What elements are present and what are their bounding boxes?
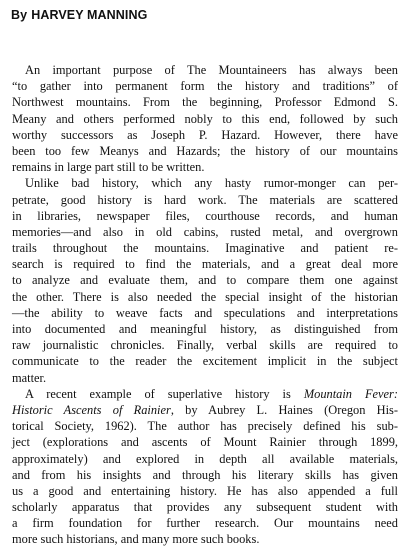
paragraph-text: A recent example of superlative history is <box>25 386 304 401</box>
paragraph-line: and from his insights and through his literary skills has given <box>12 467 398 482</box>
paragraph-line: “to gather into permanent form the history and traditions” of <box>12 79 398 94</box>
paragraph-line: trails throughout the mountains. Imaginative and patient re- <box>12 241 398 256</box>
paragraph-line: search is required to find the materials, and a great deal more <box>12 257 398 272</box>
paragraph-line: torical Society, 1962). The author has precisely defined his sub- <box>12 419 398 434</box>
paragraph-line: remains in large part still to be written. <box>12 160 205 175</box>
paragraph-2 <box>12 175 398 385</box>
paragraph-3 <box>12 386 398 548</box>
book-title: Mountain Fever: <box>303 386 399 401</box>
paragraph-line: worthy successors as Joseph P. Hazard. However, there have <box>12 127 398 142</box>
paragraph-line: us a good and entertaining history. He has also appended a full <box>12 483 398 498</box>
paragraph-line: to analyze and evaluate them, and to compare them one against <box>12 273 398 288</box>
paragraph-line <box>12 402 398 418</box>
paragraph-line: matter. <box>12 370 47 385</box>
paragraph-line: ject (explorations and ascents of Mount Rainier through 1899, <box>12 435 398 450</box>
article-body <box>12 62 398 548</box>
paragraph-line: communicate to the reader the excitement implicit in the subject <box>12 354 398 369</box>
byline <box>11 7 147 23</box>
paragraph-line: Meany and others performed nobly to this end, followed by such <box>12 111 398 126</box>
paragraph-text: , by Aubrey L. Haines (Oregon His- <box>170 402 398 417</box>
paragraph-line: more such historians, and many more such books. <box>12 532 260 547</box>
paragraph-line: raw journalistic chronicles. Finally, verbal skills are required to <box>12 338 398 353</box>
paragraph-line: approximately) and explored in depth all available materials, <box>12 451 398 466</box>
paragraph-line: into documented and meaningful history, as distinguished from <box>12 322 398 336</box>
paragraph-line: Unlike bad history, which any hasty rumor-monger can per- <box>25 176 398 191</box>
paragraph-line: scholarly apparatus that provides any subsequent student with <box>12 500 398 515</box>
byline-prefix: By <box>11 8 28 22</box>
paragraph-line: a firm foundation for further research. Our mountains need <box>12 516 398 531</box>
paragraph-line: An important purpose of The Mountaineers has always been <box>25 63 398 77</box>
book-title: Historic Ascents of Rainier <box>12 402 171 417</box>
paragraph-line: been too few Meanys and Hazards; the history of our mountains <box>12 143 398 158</box>
paragraph-line: petrate, good history is hard work. The materials are scattered <box>12 192 398 207</box>
paragraph-line: —the ability to weave facts and speculations and interpretations <box>12 305 398 320</box>
paragraph-line: the other. There is also needed the special insight of the historian <box>12 289 398 304</box>
paragraph-line: memories—and also in old cabins, rusted metal, and overgrown <box>12 224 398 239</box>
paragraph-line: Northwest mountains. From the beginning, Professor Edmond S. <box>12 95 398 110</box>
paragraph-line: in libraries, newspaper files, courthouse records, and human <box>12 208 398 223</box>
byline-author: HARVEY MANNING <box>31 8 148 22</box>
paragraph-line <box>12 386 398 402</box>
paragraph-1 <box>12 62 398 175</box>
